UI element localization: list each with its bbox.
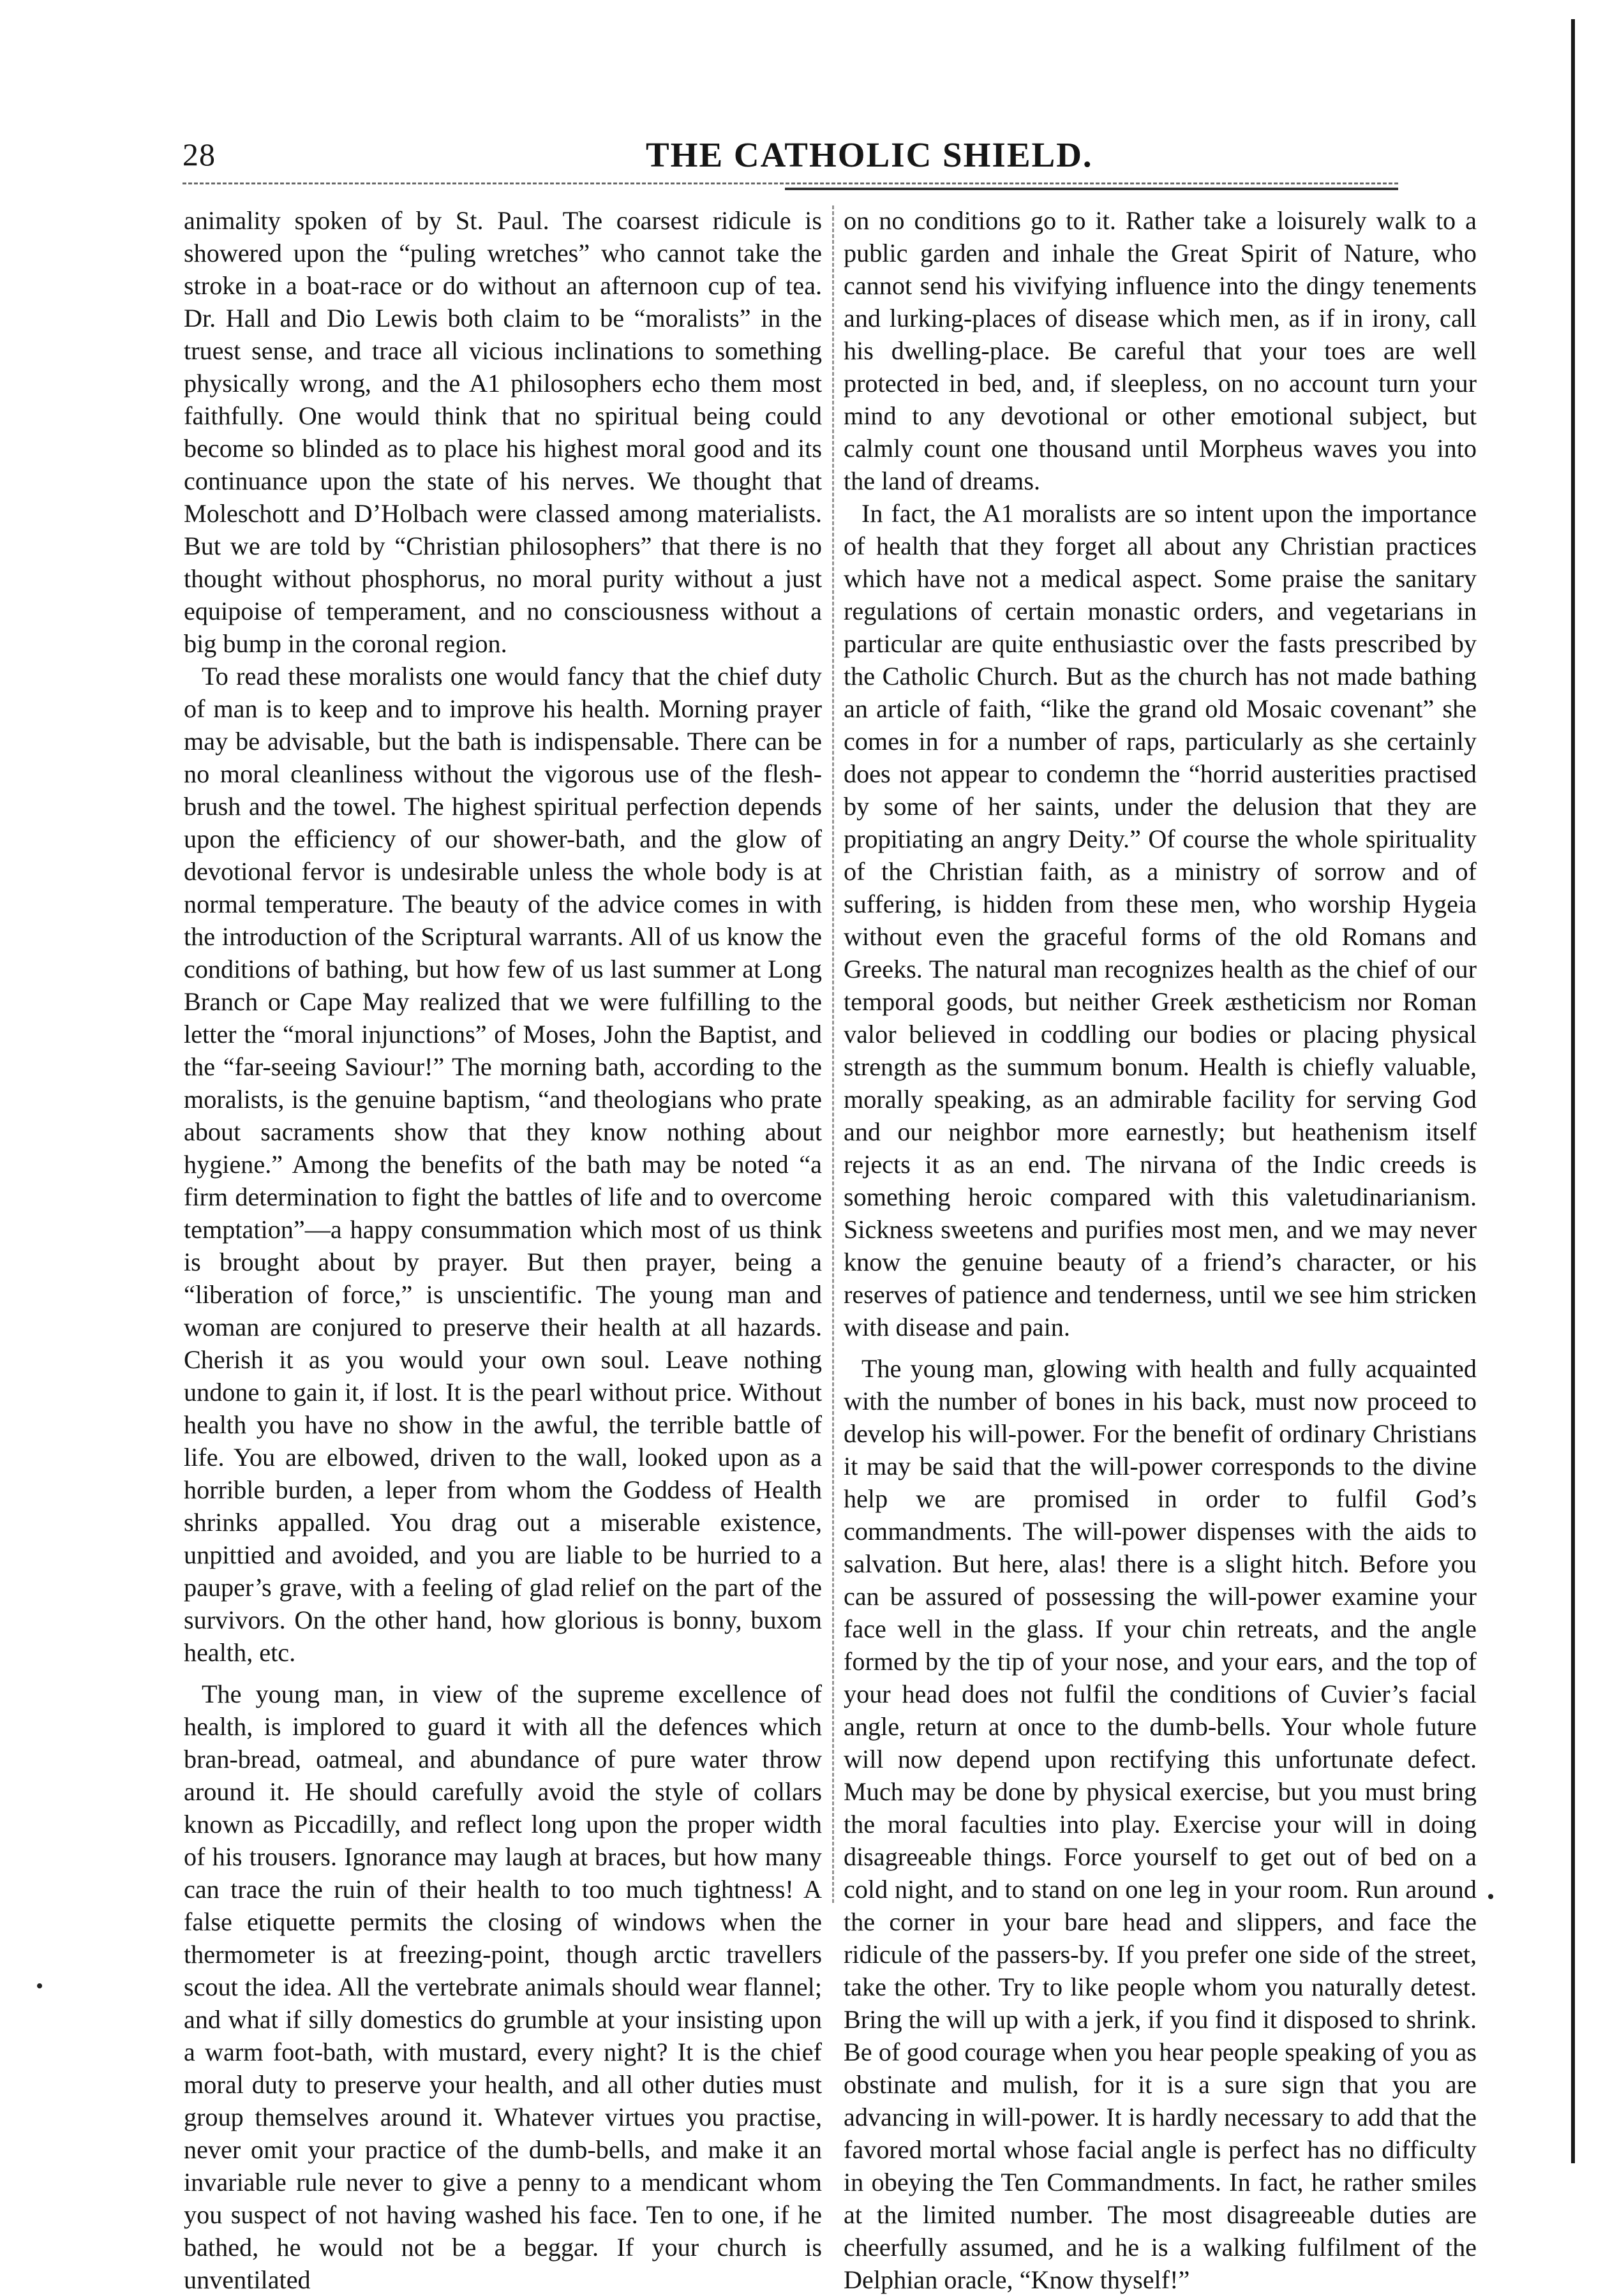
- left-column: [184, 204, 822, 2296]
- page-title: THE CATHOLIC SHIELD.: [646, 135, 1093, 174]
- column-divider: [832, 205, 834, 1903]
- paragraph: The young man, glowing with health and fully acquainted with the number of bones in his back, must now proceed to develop his will-power. For the benefit of ordinary Christians it may be said that the will-power corresponds to the divine help we are promised in order to fulfil God’s commandments. The will-power dispenses with the aids to salvation. But here, alas! there is a slight hitch. Before you can be assured of possessing the will-power examine your face well in the glass. If your chin retreats, and the angle formed by the tip of your nose, and your ears, and the top of your head does not fulfil the conditions of Cuvier’s facial angle, return at once to the dumb-bells. Your whole future will now depend upon rectifying this unfortunate defect. Much may be done by physical exercise, but you must bring the moral faculties into play. Exercise your will in doing disagreeable things. Force yourself to get out of bed on a cold night, and to stand on one leg in your room. Run around the corner in your bare head and slippers, and face the ridicule of the passers-by. If you prefer one side of the street, take the other. Try to like people whom you naturally detest. Bring the will up with a jerk, if you find it disposed to shrink. Be of good courage when you hear people speaking of you as obstinate and mulish, for it is a sure sign that you are advancing in will-power. It is hardly necessary to add that the favored mortal whose facial angle is perfect has no difficulty in obeying the Ten Commandments. In fact, he rather smiles at the limited number. The most disagreeable duties are cheerfully assumed, and he is a walking fulfilment of the Delphian oracle, “Know thyself!”: [844, 1354, 1477, 2294]
- paragraph: In fact, the A1 moralists are so intent upon the importance of health that they forget all about any Christian practices which have not a medical aspect. Some praise the sanitary regulations of certain monastic orders, and vegetarians in particular are quite enthusiastic over the fasts prescribed by the Catholic Church. But as the church has not made bathing an article of faith, “like the grand old Mosaic covenant” she comes in for a number of raps, particularly as she certainly does not appear to condemn the “horrid austerities practised by some of her saints, under the delusion that they are propitiating an angry Deity.” Of course the whole spirituality of the Christian faith, as a ministry of sorrow and of suffering, is hidden from these men, who worship Hygeia without even the graceful forms of the old Romans and Greeks. The natural man recognizes health as the chief of our temporal goods, but neither Greek æstheticism nor Roman valor believed in coddling our bodies or placing physical strength as the summum bonum. Health is chiefly valuable, morally speaking, as an admirable facility for serving God and our neighbor more earnestly; but heathenism itself rejects it as an end. The nirvana of the Indic creeds is something heroic compared with this valetudinarianism. Sickness sweetens and purifies most men, and we may never know the genuine beauty of a friend’s character, or his reserves of patience and tenderness, until we see him stricken with disease and pain.: [844, 499, 1477, 1341]
- right-column: [844, 204, 1477, 2296]
- scan-speck: [37, 1983, 42, 1988]
- paragraph: animality spoken of by St. Paul. The coarsest ridicule is showered upon the “puling wretches” who cannot take the stroke in a boat-race or do without an afternoon cup of tea. Dr. Hall and Dio Lewis both claim to be “moralists” in the truest sense, and trace all vicious inclinations to something physically wrong, and the A1 philosophers echo them most faithfully. One would think that no spiritual being could become so blinded as to place his highest moral good and its continuance upon the state of his nerves. We thought that Moleschott and D’Holbach were classed among materialists. But we are told by “Christian philosophers” that there is no thought without phosphorus, no moral purity without a just equipoise of temperament, and no consciousness without a big bump in the coronal region.: [184, 206, 822, 658]
- header-rule: [183, 183, 1398, 184]
- paragraph: To read these moralists one would fancy that the chief duty of man is to keep and to improve his health. Morning prayer may be advisable, but the bath is indispensable. There can be no moral cleanliness without the vigorous use of the flesh-brush and the towel. The highest spiritual perfection depends upon the efficiency of our shower-bath, and the glow of devotional fervor is undesirable unless the whole body is at normal temperature. The beauty of the advice comes in with the introduction of the Scriptural warrants. All of us know the conditions of bathing, but how few of us last summer at Long Branch or Cape May realized that we were fulfilling to the letter the “moral injunctions” of Moses, John the Baptist, and the “far-seeing Saviour!” The morning bath, according to the moralists, is the genuine baptism, “and theologians who prate about sacraments show that they know nothing about hygiene.” Among the benefits of the bath may be noted “a firm determination to fight the battles of life and to overcome temptation”—a happy consummation which most of us think is brought about by prayer. But then prayer, being a “liberation of force,” is unscientific. The young man and woman are conjured to preserve their health at all hazards. Cherish it as you would your own soul. Leave nothing undone to gain it, if lost. It is the pearl without price. Without health you have no show in the awful, the terrible battle of life. You are elbowed, driven to the wall, looked upon as a horrible burden, a leper from whom the Goddess of Health shrinks appalled. You drag out a miserable existence, unpittied and avoided, and you are liable to be hurried to a pauper’s grave, with a feeling of glad relief on the part of the survivors. On the other hand, how glorious is bonny, buxom health, etc.: [184, 662, 822, 1667]
- paragraph: The young man, in view of the supreme excellence of health, is implored to guard it with all the defences which bran-bread, oatmeal, and abundance of pure water throw around it. He should carefully avoid the style of collars known as Piccadilly, and reflect long upon the proper width of his trousers. Ignorance may laugh at braces, but how many can trace the ruin of their health to too much tightness! A false etiquette permits the closing of windows when the thermometer is at freezing-point, though arctic travellers scout the idea. All the vertebrate animals should wear flannel; and what if silly domestics do grumble at your insisting upon a warm foot-bath, with mustard, every night? It is the chief moral duty to preserve your health, and all other duties must group themselves around it. Whatever virtues you practise, never omit your practice of the dumb-bells, and make it an invariable rule never to give a penny to a mendicant whom you suspect of not having washed his face. Ten to one, if he bathed, he would not be a beggar. If your church is unventilated: [184, 1680, 822, 2294]
- paragraph: on no conditions go to it. Rather take a loisurely walk to a public garden and inhale the Great Spirit of Nature, who cannot send his vivifying influence into the dingy tenements and lurking-places of disease which men, as if in irony, call his dwelling-place. Be careful that your toes are well protected in bed, and, if sleepless, on no account turn your mind to any devotional or other emotional subject, but calmly count one thousand until Morpheus waves you into the land of dreams.: [844, 206, 1477, 495]
- scan-edge-bar: [1571, 19, 1575, 2163]
- header-rule-solid: [785, 188, 1398, 190]
- page-number: 28: [183, 137, 216, 172]
- scan-speck: [1488, 1894, 1493, 1899]
